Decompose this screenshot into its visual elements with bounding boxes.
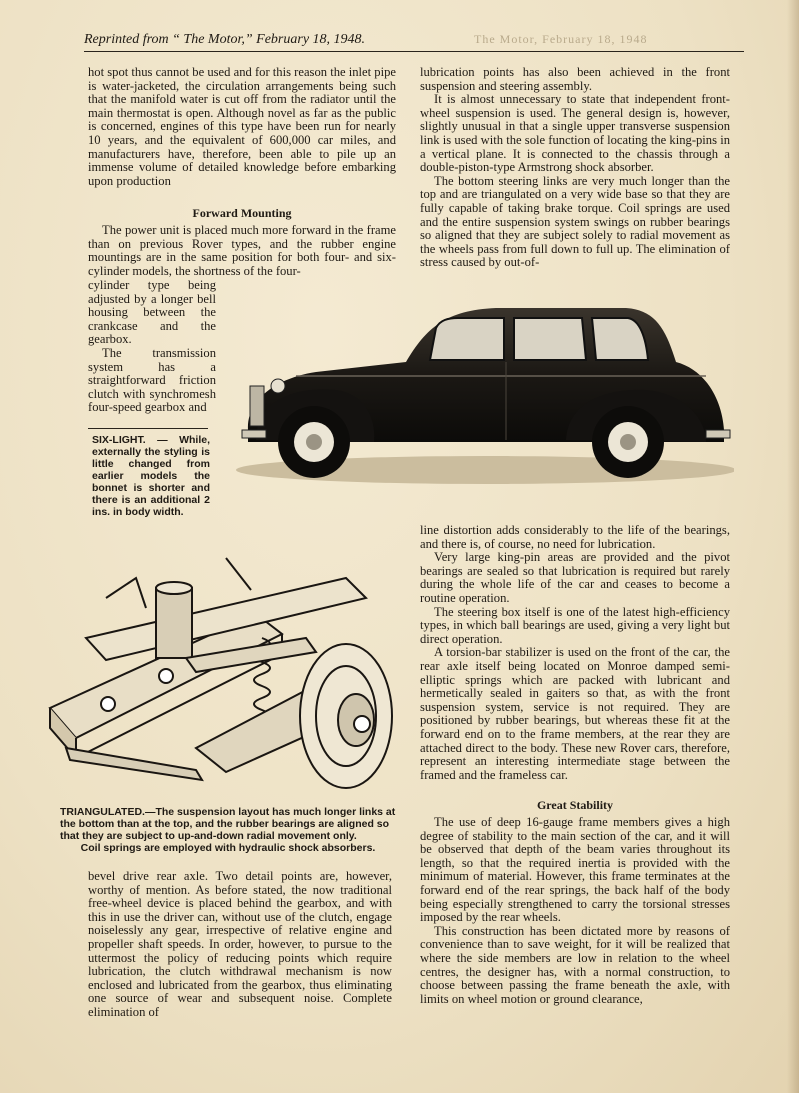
car-grille [250, 386, 264, 426]
paragraph: The power unit is placed much more forward in the frame than on previous Rover types, and the rubber engine mountings are in the same position for both four- and six-cylinder models, the shortness of the four- [88, 223, 396, 278]
caption-line: TRIANGULATED.—The suspension layout has much longer links at the bottom than at the top, and the rubber bearings are aligned so that they are subject to up-and-down radial movement only. [60, 806, 396, 842]
caption-line: Coil springs are employed with hydraulic shock absorbers. [80, 842, 376, 854]
paragraph: lubrication points has also been achieved in the front suspension and steering assembly. [420, 65, 730, 93]
caption-six-light: SIX-LIGHT. — While, externally the styling is little changed from earlier models the bonnet is shorter and there is an additional 2 ins. in body width. [92, 434, 210, 518]
header-title: Reprinted from “ The Motor,” February 18, 1948. [84, 32, 366, 47]
header-rule [84, 51, 744, 52]
paragraph: It is almost unnecessary to state that independent front-wheel suspension is used. The general design is, however, slightly unusual in that a single upper transverse suspension link is used with the sole function of locating the king-pins in a vertical plane. It is connected to the chassis through a double-piston-type Armstrong shock absorber. [420, 92, 730, 175]
heading-forward-mounting: Forward Mounting [192, 206, 292, 220]
paragraph: The use of deep 16-gauge frame members gives a high degree of stability to the main section of the car, and it will be observed that depth of the beam varies throughout its length, so that the required inertia is provided with the minimum of material. However, this frame terminates at the forward end of the rear springs, the back half of the body being especially strengthened to carry the torsional stresses imposed by the rear wheels. [420, 815, 730, 925]
left-column-upper [88, 66, 396, 188]
car-window-front [430, 318, 504, 360]
paragraph: This construction has been dictated more by reasons of convenience than to save weight, for it will be realized that where the side members are low in relation to the wheel centres, the designer has, with a normal construction, to choose between passing the frame beneath the axle, with limits on wheel motion or ground clearance, [420, 923, 730, 1006]
caption-triangulated [60, 806, 396, 854]
caption-rule [88, 428, 208, 429]
left-column-narrow [88, 279, 216, 415]
right-column-stability [420, 816, 730, 1006]
page-header [84, 30, 744, 52]
page-edge-shadow [787, 0, 799, 1093]
suspension-drawing [46, 548, 396, 798]
paragraph: cylinder type being adjusted by a longer bell housing between the crankcase and the gearbox. [88, 278, 216, 347]
paragraph: The transmission system has a straightforward friction clutch with synchromesh four-speed gearbox and [88, 345, 216, 415]
left-column-lower [88, 870, 392, 1020]
right-column-lower [420, 524, 730, 782]
paragraph: The steering box itself is one of the latest high-efficiency types, in which ball bearings are used, giving a very light but direct operation. [420, 604, 730, 646]
car-photo [236, 290, 734, 490]
paragraph: The bottom steering links are very much longer than the top and are triangulated on a very wide base so that they are fully capable of taking brake torque. Coil springs are used and the entire suspension system swings on rubber bearings so aligned that they are subject solely to radial movement as the wheels pass from full down to full up. The elimination of stress caused by out-of- [420, 173, 730, 270]
car-window-middle [514, 318, 586, 360]
paragraph: Very large king-pin areas are provided and the pivot bearings are sealed so that lubrication is required but rarely during the whole life of the car and ceases to become a routine operation. [420, 550, 730, 605]
car-headlamp [271, 379, 285, 393]
car-rear-bumper [706, 430, 730, 438]
car-front-bumper [242, 430, 266, 438]
right-column-upper [420, 66, 730, 270]
left-column-forward [88, 224, 396, 278]
shock-absorber [156, 588, 192, 658]
header-faint-text: The Motor, February 18, 1948 [474, 32, 648, 46]
paragraph: hot spot thus cannot be used and for this reason the inlet pipe is water-jacketed, the circulation arrangements being such that the manifold water is cut off from the radiator until the main thermostat is open. Although novel as far as the public is concerned, engines of this type have been run for nearly 10 years, and the equivalent of 600,000 car miles, and manufacturers have, therefore, been able to pile up an immense volume of detailed knowledge before embarking upon production [88, 65, 396, 188]
paragraph: A torsion-bar stabilizer is used on the front of the car, the rear axle itself being located on Monroe damped semi-elliptic springs which are packed with lubricant and hermetically sealed in gaiters so that, as with the front suspension system, service is not required. They are positioned by rubber bearings, but whereas these fit at the forward end on to the frame members, at the rear they are attached direct to the body. These new Rover cars, therefore, represent an interesting intermediate stage between the framed and the frameless car. [420, 645, 730, 782]
paragraph: line distortion adds considerably to the life of the bearings, and there is, of course, no need for lubrication. [420, 523, 730, 551]
heading-great-stability: Great Stability [536, 798, 614, 812]
paragraph: bevel drive rear axle. Two detail points are, however, worthy of mention. As before stated, the now traditional free-wheel device is placed behind the gearbox, and with this in use the driver can, without use of the clutch, engage noiselessly any gear, irrespective of relative engine and propeller shaft speeds. In order, however, to pursue to the uttermost the policy of reducing points which require lubrication, the clutch withdrawal mechanism is now enclosed and lubricated from the gearbox, thus eliminating one source of wear and subsequent noise. Complete elimination of [88, 869, 392, 1019]
steering-arm [66, 748, 202, 780]
